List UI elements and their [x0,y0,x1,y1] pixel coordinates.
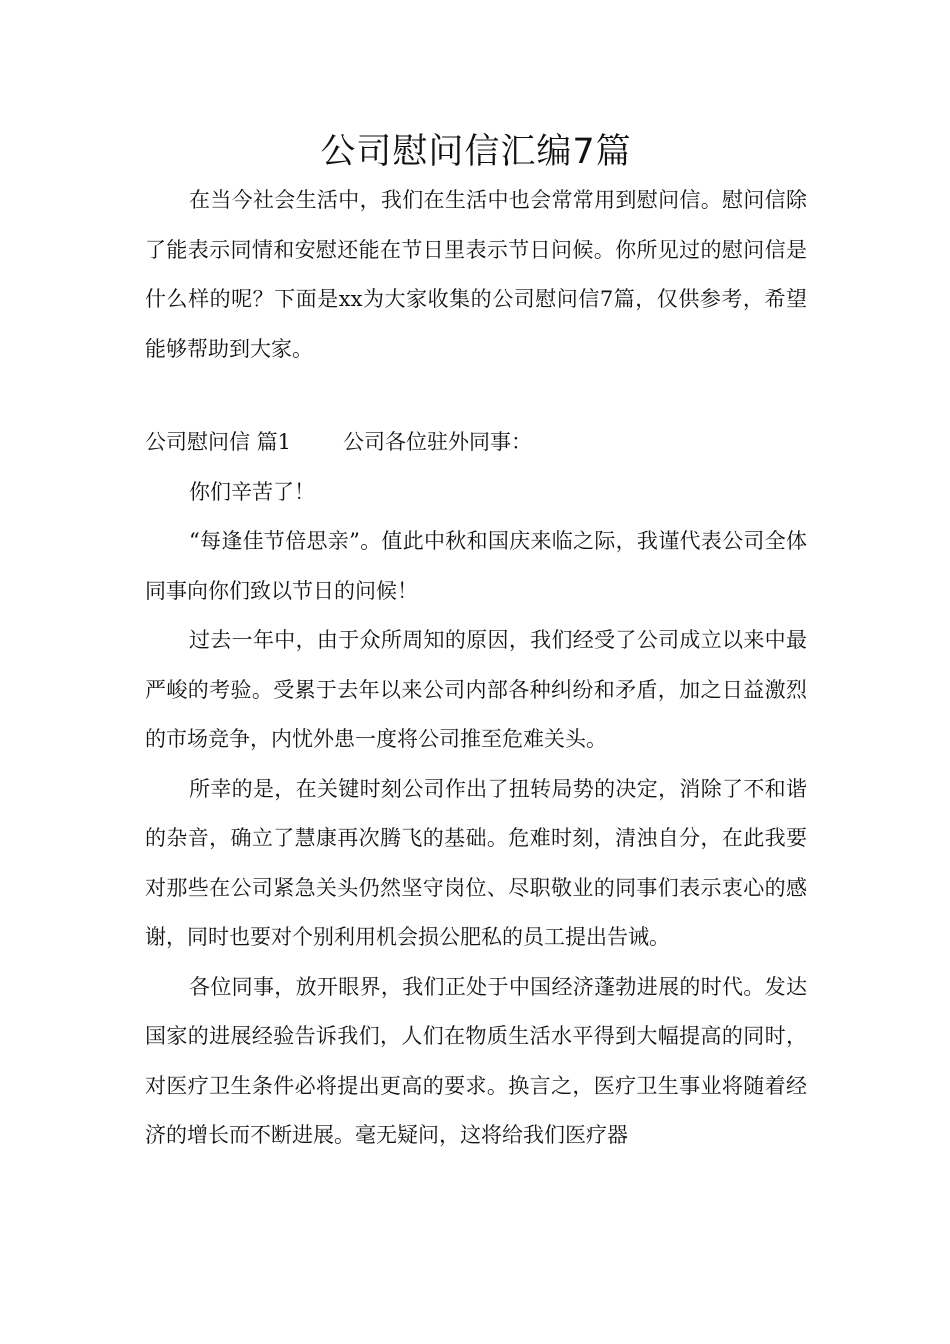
salutation: 公司各位驻外同事： [343,430,533,454]
body-paragraph: 过去一年中，由于众所周知的原因，我们经受了公司成立以来中最严峻的考验。受累于去年以来公司内部各种纠纷和矛盾，加之日益激烈的市场竞争，内忧外患一度将公司推至危难关头。 [145,628,807,751]
body-paragraph: 各位同事，放开眼界，我们正处于中国经济蓬勃进展的时代。发达国家的进展经验告诉我们，人们在物质生活水平得到大幅提高的同时，对医疗卫生条件必将提出更高的要求。换言之，医疗卫生事业将随着经济的增长而不断进展。毫无疑问，这将给我们医疗器 [145,974,807,1147]
document-page [145,128,807,1161]
section-spacer [145,374,807,418]
intro-paragraph: 在当今社会生活中，我们在生活中也会常常用到慰问信。慰问信除了能表示同情和安慰还能在节日里表示节日问候。你所见过的慰问信是什么样的呢？下面是xx为大家收集的公司慰问信7篇，仅供参考，希望能够帮助到大家。 [145,188,807,361]
section-heading-line [145,418,807,468]
body-paragraph: “每逢佳节倍思亲”。值此中秋和国庆来临之际，我谨代表公司全体同事向你们致以节日的问候！ [145,529,807,603]
body-paragraph: 所幸的是，在关键时刻公司作出了扭转局势的决定，消除了不和谐的杂音，确立了慧康再次腾飞的基础。危难时刻，清浊自分，在此我要对那些在公司紧急关头仍然坚守岗位、尽职敬业的同事们表示衷心的感谢，同时也要对个别利用机会损公肥私的员工提出告诫。 [145,776,807,949]
document-title: 公司慰问信汇编7篇 [320,132,632,172]
section-label: 公司慰问信 篇1 [145,430,292,454]
body-paragraph: 你们辛苦了！ [189,479,315,504]
